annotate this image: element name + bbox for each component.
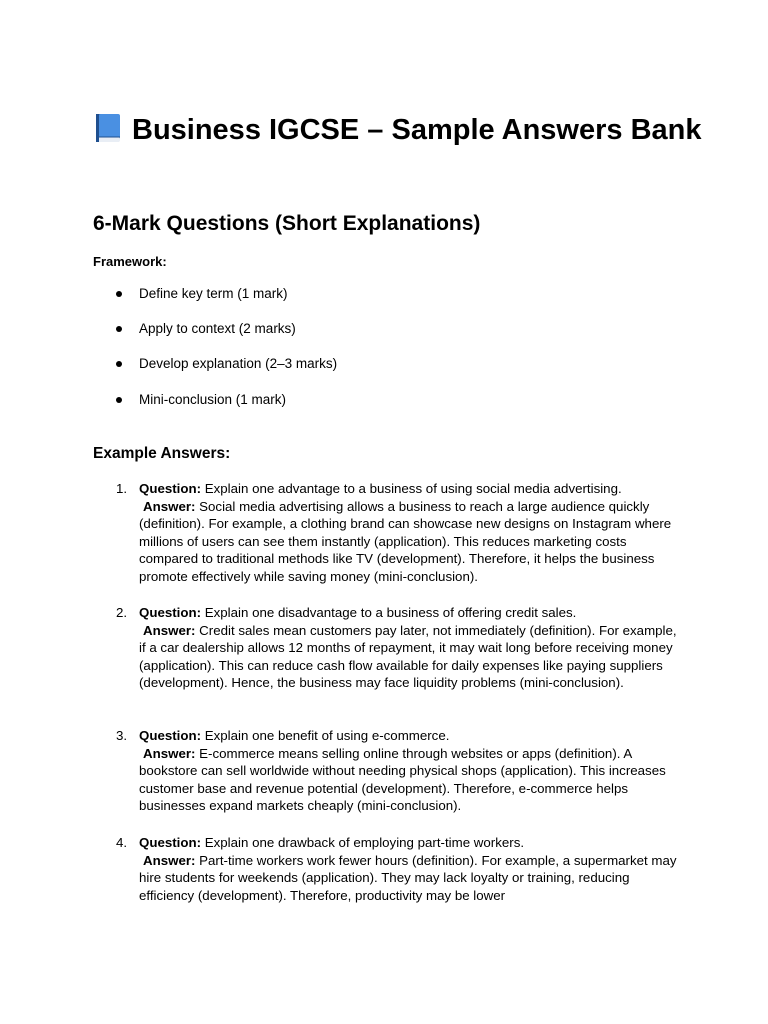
answer-label: Answer: xyxy=(143,852,196,868)
answer-label: Answer: xyxy=(143,498,196,514)
list-item: Mini-conclusion (1 mark) xyxy=(139,391,539,409)
list-item: Define key term (1 mark) xyxy=(139,285,539,303)
question-label: Question: xyxy=(139,728,202,743)
answer-text: Part-time workers work fewer hours (definition). For example, a supermarket may hire students for weekends (application). They may lack loyalty or training, reducing efficiency (development). Therefore, productivity may be lower xyxy=(139,852,677,903)
section-heading: 6-Mark Questions (Short Explanations) xyxy=(93,212,481,235)
list-item: Develop explanation (2–3 marks) xyxy=(139,355,539,373)
question-label: Question: xyxy=(139,481,202,496)
bullet-icon xyxy=(116,397,122,403)
framework-label: Framework: xyxy=(93,254,167,269)
answer-paragraph xyxy=(139,745,679,815)
page-title xyxy=(93,112,713,149)
example-item xyxy=(116,834,679,904)
item-number: 1. xyxy=(116,481,128,496)
question-text: Explain one advantage to a business of using social media advertising. xyxy=(204,481,622,496)
item-number: 2. xyxy=(116,605,128,620)
answer-paragraph xyxy=(139,852,679,905)
question-text: Explain one benefit of using e-commerce. xyxy=(204,728,450,743)
examples-heading: Example Answers: xyxy=(93,445,231,462)
bullet-icon xyxy=(116,361,122,367)
title-text: Business IGCSE – Sample Answers Bank xyxy=(132,114,702,146)
item-number: 3. xyxy=(116,728,128,743)
blue-book-icon xyxy=(93,113,123,143)
answer-text: Credit sales mean customers pay later, not immediately (definition). For example, if a car dealership allows 12 months of repayment, it may wait long before receiving money (application). This can reduce cash flow available for daily expenses like paying suppliers (development). Hence, the business may face liquidity problems (mini-conclusion). xyxy=(139,622,677,691)
example-item xyxy=(116,727,679,815)
question-line xyxy=(139,834,679,852)
example-item xyxy=(116,604,679,692)
answer-paragraph xyxy=(139,622,679,692)
question-line xyxy=(139,604,679,622)
question-label: Question: xyxy=(139,835,202,850)
list-item: Apply to context (2 marks) xyxy=(139,320,539,338)
answer-paragraph xyxy=(139,498,679,586)
example-item xyxy=(116,480,679,586)
bullet-icon xyxy=(116,291,122,297)
item-number: 4. xyxy=(116,835,128,850)
answer-text: Social media advertising allows a business to reach a large audience quickly (definition). For example, a clothing brand can showcase new designs on Instagram where millions of users can see them instantly (application). This reduces marketing costs compared to traditional methods like TV (development). Therefore, it helps the business promote effectively while saving money (mini-conclusion). xyxy=(139,498,672,584)
question-text: Explain one disadvantage to a business of offering credit sales. xyxy=(204,605,577,620)
question-line xyxy=(139,480,679,498)
bullet-icon xyxy=(116,326,122,332)
question-line xyxy=(139,727,679,745)
question-label: Question: xyxy=(139,605,202,620)
answer-label: Answer: xyxy=(143,622,196,638)
answer-label: Answer: xyxy=(143,745,196,761)
question-text: Explain one drawback of employing part-time workers. xyxy=(204,835,525,850)
answer-text: E-commerce means selling online through websites or apps (definition). A bookstore can sell worldwide without needing physical shops (application). This increases customer base and revenue potential (development). Therefore, e-commerce helps businesses expand markets cheaply (mini-conclusion). xyxy=(139,745,666,814)
